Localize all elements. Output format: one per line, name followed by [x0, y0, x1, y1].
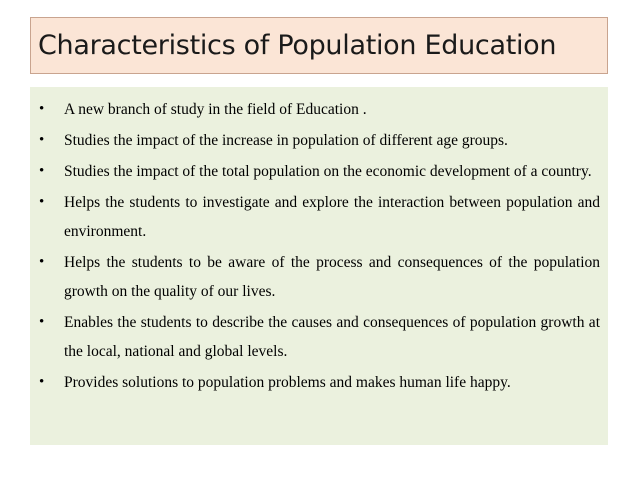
bullet-item — [38, 308, 600, 366]
bullet-item — [38, 188, 600, 246]
bullet-text: A new branch of study in the field of Education . — [64, 101, 367, 118]
bullet-icon: • — [39, 163, 45, 179]
bullet-icon: • — [39, 194, 45, 210]
bullet-text: Studies the impact of the total population on the economic development of a country. — [64, 163, 592, 180]
bullet-text: Helps the students to be aware of the process and consequences of the population growth on the quality of our lives. — [64, 254, 600, 300]
slide-title: Characteristics of Population Education — [38, 30, 557, 61]
bullet-item — [38, 126, 600, 155]
content-box — [30, 87, 608, 445]
bullet-icon: • — [39, 254, 45, 270]
bullet-icon: • — [39, 101, 45, 117]
bullet-icon: • — [39, 374, 45, 390]
bullet-icon: • — [39, 314, 45, 330]
title-box — [30, 17, 608, 74]
bullet-item — [38, 157, 600, 186]
bullet-text: Provides solutions to population problems and makes human life happy. — [64, 374, 511, 391]
bullet-item — [38, 368, 600, 397]
bullet-item — [38, 248, 600, 306]
bullet-text: Studies the impact of the increase in population of different age groups. — [64, 132, 508, 149]
bullet-icon: • — [39, 132, 45, 148]
bullet-list — [38, 95, 600, 397]
bullet-item — [38, 95, 600, 124]
bullet-text: Enables the students to describe the causes and consequences of population growth at the local, national and global levels. — [64, 314, 600, 360]
bullet-text: Helps the students to investigate and explore the interaction between population and environment. — [64, 194, 600, 240]
